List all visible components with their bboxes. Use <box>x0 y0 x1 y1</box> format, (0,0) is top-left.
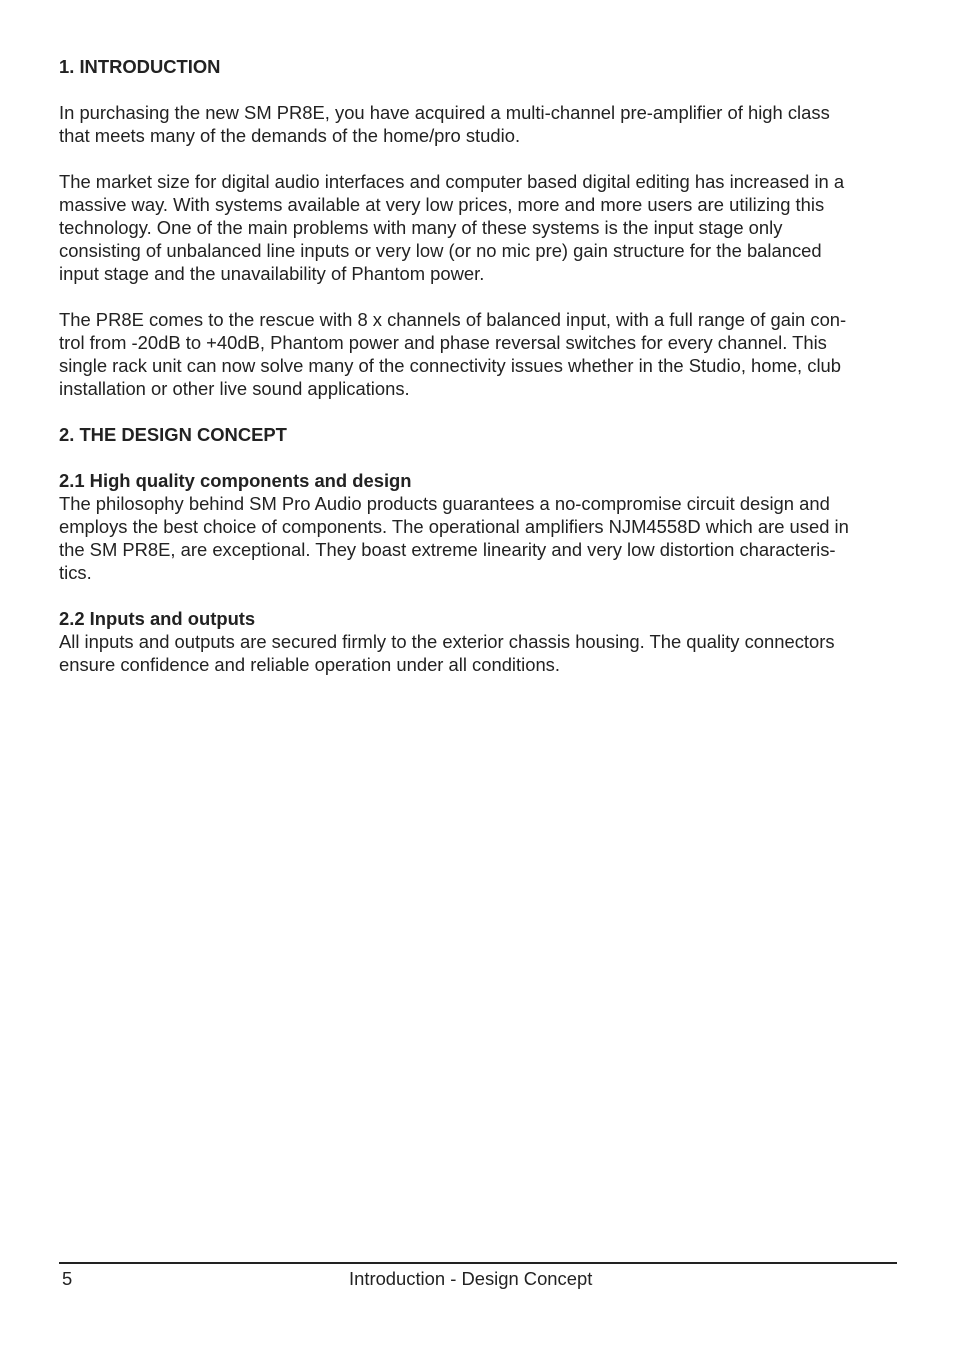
text-line: input stage and the unavailability of Phantom power. <box>59 263 485 284</box>
spacer <box>59 446 897 469</box>
footer-section-title: Introduction - Design Concept <box>349 1268 593 1289</box>
text-line: employs the best choice of components. The operational amplifiers NJM4558D which are used in <box>59 516 849 537</box>
text-line: the SM PR8E, are exceptional. They boast extreme linearity and very low distortion characteris- <box>59 539 836 560</box>
intro-paragraph-2 <box>59 170 897 285</box>
io-paragraph <box>59 630 897 676</box>
intro-paragraph-1 <box>59 101 897 147</box>
text-line: installation or other live sound applications. <box>59 378 410 399</box>
document-body <box>59 55 897 676</box>
spacer <box>59 400 897 423</box>
text-line: In purchasing the new SM PR8E, you have acquired a multi-channel pre-amplifier of high class <box>59 102 830 123</box>
intro-paragraph-3 <box>59 308 897 400</box>
text-line: The philosophy behind SM Pro Audio products guarantees a no-compromise circuit design and <box>59 493 830 514</box>
subsection-heading-io: 2.2 Inputs and outputs <box>59 608 256 629</box>
components-paragraph <box>59 492 897 584</box>
text-line: ensure confidence and reliable operation under all conditions. <box>59 654 560 675</box>
design-heading: 2. THE DESIGN CONCEPT <box>59 424 287 445</box>
text-line: The PR8E comes to the rescue with 8 x channels of balanced input, with a full range of gain con- <box>59 309 847 330</box>
text-line: trol from -20dB to +40dB, Phantom power and phase reversal switches for every channel. This <box>59 332 827 353</box>
text-line: single rack unit can now solve many of the connectivity issues whether in the Studio, home, club <box>59 355 842 376</box>
text-line: massive way. With systems available at very low prices, more and more users are utilizing this <box>59 194 825 215</box>
spacer <box>59 78 897 101</box>
spacer <box>59 584 897 607</box>
page-number: 5 <box>62 1268 73 1289</box>
text-line: tics. <box>59 562 92 583</box>
intro-heading: 1. INTRODUCTION <box>59 56 221 77</box>
text-line: that meets many of the demands of the home/pro studio. <box>59 125 521 146</box>
text-line: technology. One of the main problems with many of these systems is the input stage only <box>59 217 783 238</box>
text-line: The market size for digital audio interfaces and computer based digital editing has increased in a <box>59 171 845 192</box>
text-line: consisting of unbalanced line inputs or very low (or no mic pre) gain structure for the balanced <box>59 240 822 261</box>
subsection-heading-components: 2.1 High quality components and design <box>59 470 412 491</box>
text-line: All inputs and outputs are secured firmly to the exterior chassis housing. The quality connectors <box>59 631 835 652</box>
spacer <box>59 147 897 170</box>
spacer <box>59 285 897 308</box>
footer-divider <box>59 1262 897 1264</box>
